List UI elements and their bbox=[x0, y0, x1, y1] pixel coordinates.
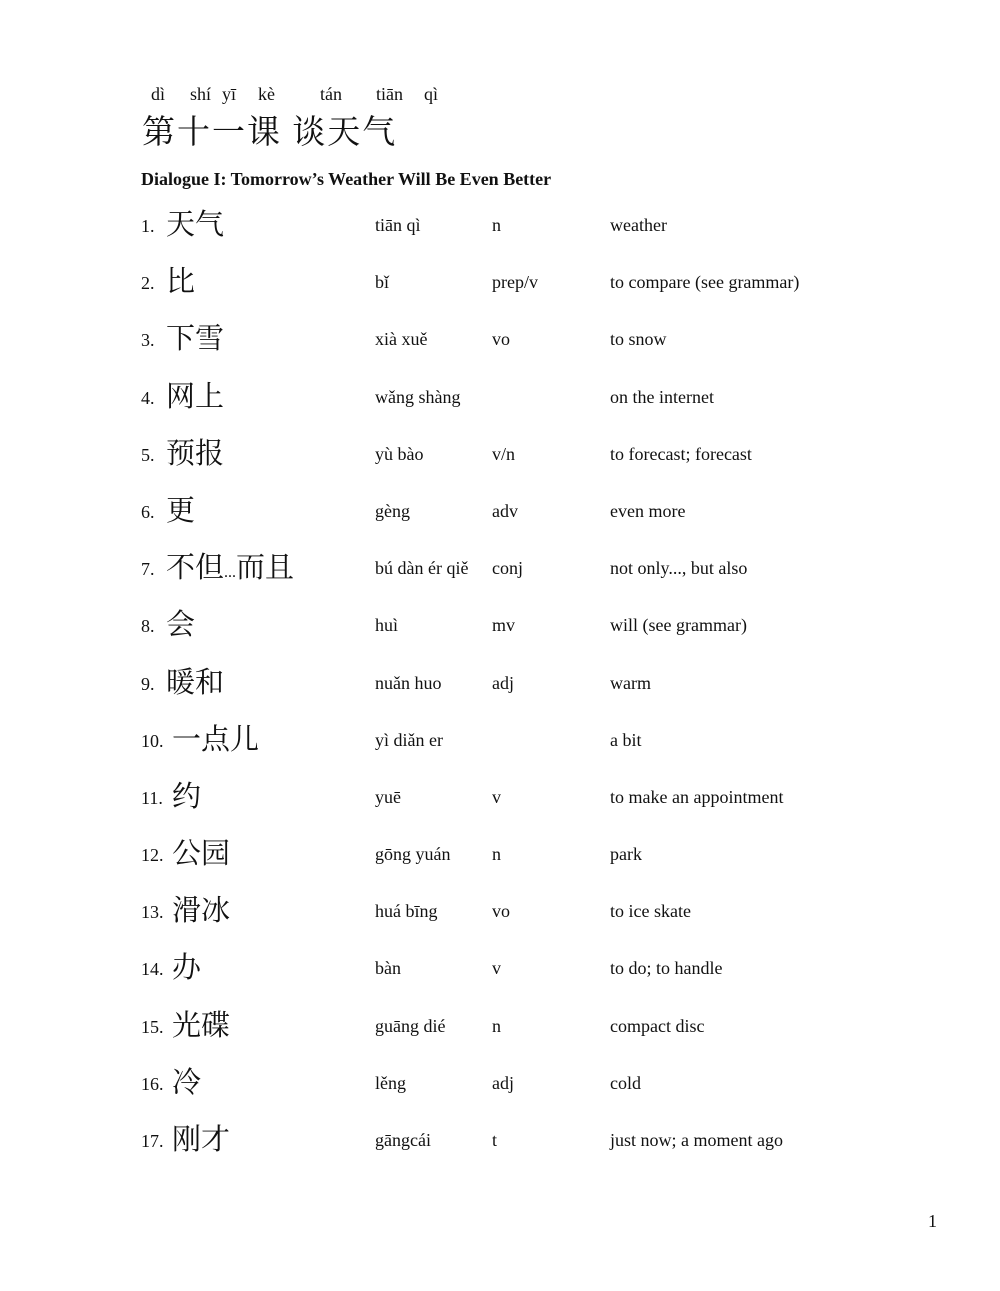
vocab-number: 10. bbox=[141, 730, 164, 751]
vocab-row bbox=[141, 257, 901, 314]
vocab-definition: to compare (see grammar) bbox=[610, 272, 800, 293]
vocab-number: 9. bbox=[141, 673, 155, 694]
vocab-part-of-speech: adj bbox=[492, 672, 514, 693]
vocab-number: 14. bbox=[141, 959, 164, 980]
vocab-hanzi: 约 bbox=[172, 780, 202, 813]
vocab-row bbox=[141, 486, 901, 543]
page-number: 1 bbox=[928, 1211, 937, 1231]
vocab-row bbox=[141, 829, 901, 886]
vocab-part-of-speech: adv bbox=[492, 500, 518, 521]
vocab-definition: even more bbox=[610, 500, 686, 521]
vocab-pinyin: bú dàn ér qiě bbox=[375, 558, 469, 579]
vocab-part-of-speech: vo bbox=[492, 901, 510, 922]
vocab-hanzi: 网上 bbox=[166, 380, 225, 413]
vocab-row bbox=[141, 715, 901, 772]
vocab-part-of-speech: v/n bbox=[492, 443, 516, 464]
vocab-pinyin: lěng bbox=[375, 1072, 406, 1093]
vocab-definition: to make an appointment bbox=[610, 786, 784, 807]
pinyin-syllable: yī bbox=[222, 84, 237, 104]
vocab-pinyin: gèng bbox=[375, 500, 410, 521]
vocab-row bbox=[141, 600, 901, 657]
vocab-hanzi: 预报 bbox=[166, 437, 225, 470]
vocab-number: 11. bbox=[141, 787, 163, 808]
vocab-part-of-speech: n bbox=[492, 844, 501, 865]
vocab-pinyin: xià xuě bbox=[375, 329, 428, 350]
vocab-row bbox=[141, 1058, 901, 1115]
vocab-hanzi: 办 bbox=[172, 952, 202, 985]
vocab-hanzi: 滑冰 bbox=[172, 895, 231, 928]
vocab-part-of-speech: v bbox=[492, 958, 501, 979]
vocab-part-of-speech: t bbox=[492, 1130, 498, 1150]
vocab-hanzi-part: 而且 bbox=[236, 552, 295, 585]
vocab-pinyin: wǎng shàng bbox=[375, 386, 461, 407]
vocab-hanzi-ellipsis: ... bbox=[224, 564, 237, 582]
pinyin-syllable: tán bbox=[320, 84, 342, 104]
pinyin-syllable: kè bbox=[258, 84, 275, 104]
vocab-hanzi: 会 bbox=[166, 609, 196, 642]
vocab-part-of-speech: prep/v bbox=[492, 272, 538, 293]
vocab-pinyin: guāng dié bbox=[375, 1015, 446, 1036]
vocab-number: 13. bbox=[141, 902, 164, 923]
vocab-hanzi: 冷 bbox=[172, 1066, 202, 1099]
vocab-pinyin: yì diǎn er bbox=[375, 729, 443, 750]
vocab-row bbox=[141, 943, 901, 1000]
vocabulary-list bbox=[141, 200, 901, 1172]
dialogue-title: Dialogue I: Tomorrow’s Weather Will Be Even Better bbox=[141, 169, 552, 189]
vocab-number: 8. bbox=[141, 616, 155, 637]
vocab-hanzi: 天气 bbox=[166, 209, 225, 241]
vocab-number: 2. bbox=[141, 273, 155, 294]
vocab-hanzi: 比 bbox=[166, 266, 196, 299]
vocab-part-of-speech: n bbox=[492, 1015, 501, 1036]
vocab-row bbox=[141, 314, 901, 371]
vocab-pinyin: bǐ bbox=[375, 272, 390, 293]
vocab-pinyin: gāngcái bbox=[375, 1130, 431, 1150]
vocab-part-of-speech: n bbox=[492, 215, 501, 235]
vocab-pinyin: gōng yuán bbox=[375, 844, 451, 865]
vocab-definition: warm bbox=[610, 672, 651, 693]
vocab-definition: to forecast; forecast bbox=[610, 443, 752, 464]
vocab-hanzi bbox=[166, 545, 294, 586]
vocab-number: 4. bbox=[141, 387, 155, 408]
vocab-part-of-speech: v bbox=[492, 786, 501, 807]
vocab-hanzi-part: 不但 bbox=[166, 552, 225, 585]
vocab-definition: to ice skate bbox=[610, 901, 691, 922]
vocab-part-of-speech: adj bbox=[492, 1072, 514, 1093]
vocab-definition: a bit bbox=[610, 729, 642, 750]
vocab-pinyin: huì bbox=[375, 615, 399, 636]
vocab-pinyin: nuǎn huo bbox=[375, 672, 442, 693]
vocab-definition: weather bbox=[610, 215, 667, 235]
vocab-part-of-speech: vo bbox=[492, 329, 510, 350]
pinyin-syllable: dì bbox=[151, 84, 166, 104]
vocab-number: 15. bbox=[141, 1016, 164, 1037]
vocab-row bbox=[141, 1115, 901, 1172]
vocab-number: 1. bbox=[141, 216, 155, 236]
vocab-definition: on the internet bbox=[610, 386, 714, 407]
vocab-hanzi: 下雪 bbox=[166, 323, 225, 356]
vocab-pinyin: huá bīng bbox=[375, 901, 438, 922]
vocab-row bbox=[141, 886, 901, 943]
vocab-part-of-speech: mv bbox=[492, 615, 516, 636]
lesson-title: 第十一课 谈天气 bbox=[142, 115, 398, 151]
vocab-row bbox=[141, 658, 901, 715]
vocab-definition: compact disc bbox=[610, 1015, 705, 1036]
vocab-definition: will (see grammar) bbox=[610, 615, 747, 636]
vocab-pinyin: bàn bbox=[375, 958, 401, 979]
vocab-number: 6. bbox=[141, 501, 155, 522]
vocab-part-of-speech: conj bbox=[492, 558, 523, 579]
vocab-definition: to snow bbox=[610, 329, 667, 350]
pinyin-syllable: shí bbox=[190, 84, 212, 104]
vocab-row bbox=[141, 772, 901, 829]
vocab-number: 12. bbox=[141, 845, 164, 866]
vocab-hanzi: 一点儿 bbox=[172, 723, 260, 756]
vocab-definition: not only..., but also bbox=[610, 558, 748, 579]
vocab-row bbox=[141, 543, 901, 600]
vocab-pinyin: tiān qì bbox=[375, 215, 421, 235]
vocab-definition: just now; a moment ago bbox=[610, 1130, 783, 1150]
vocab-definition: to do; to handle bbox=[610, 958, 723, 979]
vocab-definition: park bbox=[610, 844, 642, 865]
vocab-row bbox=[141, 429, 901, 486]
vocab-pinyin: yù bào bbox=[375, 443, 424, 464]
vocab-row bbox=[141, 1001, 901, 1058]
vocab-row bbox=[141, 200, 901, 257]
vocab-number: 7. bbox=[141, 559, 155, 580]
vocab-hanzi: 光碟 bbox=[172, 1009, 231, 1042]
vocab-hanzi: 公园 bbox=[172, 838, 231, 871]
vocab-number: 5. bbox=[141, 444, 155, 465]
vocab-hanzi: 暖和 bbox=[166, 666, 225, 699]
vocab-number: 16. bbox=[141, 1073, 164, 1094]
vocab-hanzi: 更 bbox=[166, 494, 196, 527]
vocab-number: 3. bbox=[141, 330, 155, 351]
vocab-row bbox=[141, 372, 901, 429]
pinyin-syllable: qì bbox=[424, 84, 439, 104]
vocab-hanzi: 刚才 bbox=[172, 1124, 231, 1156]
vocab-number: 17. bbox=[141, 1131, 164, 1151]
vocab-definition: cold bbox=[610, 1072, 641, 1093]
vocab-pinyin: yuē bbox=[375, 786, 401, 807]
pinyin-syllable: tiān bbox=[376, 84, 403, 104]
